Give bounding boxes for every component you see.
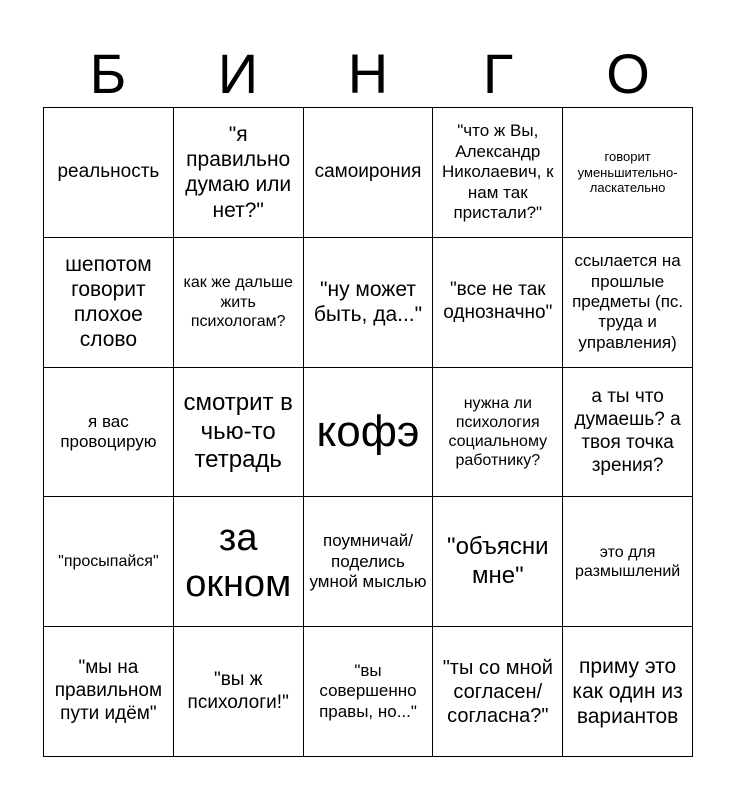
cell-text: реальность <box>57 161 160 182</box>
cell-text: приму это как один из вариантов <box>572 654 683 729</box>
bingo-cell[interactable] <box>304 108 434 238</box>
title-letter: Г <box>482 42 514 105</box>
bingo-cell[interactable] <box>174 368 304 498</box>
bingo-cell[interactable] <box>563 368 693 498</box>
bingo-cell[interactable] <box>44 108 174 238</box>
cell-text: "я правильно думаю или нет?" <box>185 123 292 222</box>
bingo-board <box>43 107 693 757</box>
bingo-cell[interactable] <box>563 238 693 368</box>
bingo-title <box>43 40 693 108</box>
bingo-cell[interactable] <box>44 238 174 368</box>
title-letter: И <box>217 42 259 105</box>
cell-text: а ты что думаешь? а твоя точка зрения? <box>574 386 681 476</box>
bingo-cell[interactable] <box>563 497 693 627</box>
cell-text: самоирония <box>314 161 422 182</box>
bingo-cell[interactable] <box>433 368 563 498</box>
cell-text: я вас провоцирую <box>60 411 157 451</box>
cell-text: "все не так однозначно" <box>443 279 553 324</box>
bingo-cell[interactable] <box>433 497 563 627</box>
cell-text: "просыпайся" <box>58 553 159 571</box>
cell-text: как же дальше жить психологам? <box>183 274 293 330</box>
cell-text: смотрит в чью-то тетрадь <box>183 388 293 474</box>
bingo-cell[interactable] <box>174 238 304 368</box>
bingo-cell[interactable] <box>304 497 434 627</box>
bingo-cell[interactable] <box>433 627 563 757</box>
bingo-cell-center[interactable] <box>304 368 434 498</box>
cell-text: шепотом говорит плохое слово <box>65 252 152 352</box>
bingo-cell[interactable] <box>433 238 563 368</box>
cell-text: говорит уменьшительно-ласкательно <box>577 149 678 196</box>
cell-text: кофэ <box>316 406 420 456</box>
bingo-cell[interactable] <box>44 368 174 498</box>
bingo-cell[interactable] <box>44 627 174 757</box>
cell-text: "объясни мне" <box>447 532 549 589</box>
bingo-cell[interactable] <box>304 627 434 757</box>
bingo-cell[interactable] <box>563 108 693 238</box>
bingo-cell[interactable] <box>174 627 304 757</box>
cell-text: за окном <box>185 517 292 605</box>
cell-text: "ну может быть, да..." <box>313 278 423 327</box>
cell-text: "мы на правильном пути идём" <box>54 657 163 724</box>
cell-text: нужна ли психология социальному работнику? <box>448 394 548 470</box>
bingo-cell[interactable] <box>44 497 174 627</box>
cell-text: "вы совершенно правы, но..." <box>319 661 417 721</box>
bingo-cell[interactable] <box>174 108 304 238</box>
bingo-cell[interactable] <box>174 497 304 627</box>
title-letter: О <box>606 42 650 105</box>
cell-text: "что ж Вы, Александр Николаевич, к нам так пристали?" <box>441 121 554 222</box>
bingo-cell[interactable] <box>433 108 563 238</box>
cell-text: "вы ж психологи!" <box>187 668 289 713</box>
cell-text: "ты со мной согласен/ согласна?" <box>442 656 553 727</box>
cell-text: поумничай/ поделись умной мыслью <box>309 531 427 591</box>
title-letter: Н <box>347 42 389 105</box>
title-letter: Б <box>89 42 127 105</box>
bingo-cell[interactable] <box>304 238 434 368</box>
cell-text: ссылается на прошлые предметы (пс. труда и управления) <box>572 251 684 352</box>
cell-text: это для размышлений <box>574 543 681 580</box>
bingo-cell[interactable] <box>563 627 693 757</box>
